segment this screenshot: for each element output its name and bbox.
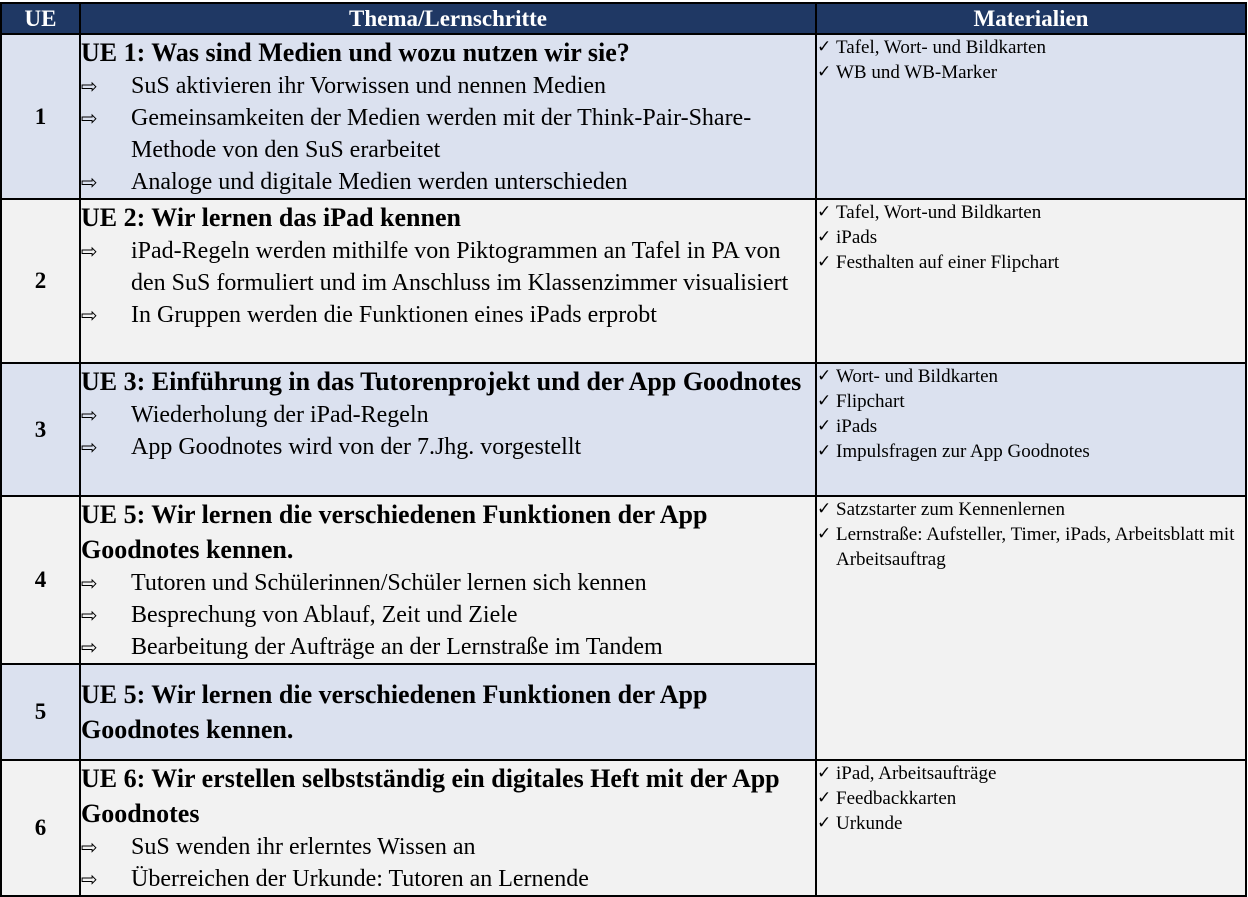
material-text: WB und WB-Marker: [836, 62, 998, 83]
check-icon: ✓: [817, 37, 832, 57]
step-item: [81, 863, 815, 895]
materials-cell: [816, 199, 1246, 363]
step-item: [81, 431, 815, 463]
check-icon: ✓: [817, 202, 832, 222]
thema-cell: [80, 496, 816, 664]
materials-list: [817, 35, 1245, 85]
arrow-icon: ⇨: [81, 603, 98, 627]
materials-cell: [816, 34, 1246, 199]
check-icon: ✓: [817, 391, 832, 411]
step-list: [81, 567, 815, 663]
thema-cell: [80, 664, 816, 760]
thema-cell: [80, 363, 816, 496]
ue-number: 6: [1, 760, 80, 896]
step-item: [81, 70, 815, 102]
material-text: Tafel, Wort- und Bildkarten: [836, 37, 1046, 58]
check-icon: ✓: [817, 813, 832, 833]
arrow-icon: ⇨: [81, 571, 98, 595]
step-item: [81, 299, 815, 331]
check-icon: ✓: [817, 763, 832, 783]
lesson-plan-table: [0, 2, 1247, 897]
thema-cell: [80, 199, 816, 363]
table-row: [1, 199, 1246, 363]
step-text: SuS wenden ihr erlerntes Wissen an: [131, 834, 476, 860]
arrow-icon: ⇨: [81, 74, 98, 98]
check-icon: ✓: [817, 416, 832, 436]
step-text: Bearbeitung der Aufträge an der Lernstraße im Tandem: [131, 634, 663, 660]
material-item: [817, 200, 1245, 225]
arrow-icon: ⇨: [81, 303, 98, 327]
material-item: [817, 35, 1245, 60]
step-text: App Goodnotes wird von der 7.Jhg. vorgestellt: [131, 434, 582, 460]
ue-number: 3: [1, 363, 80, 496]
table-row: [1, 34, 1246, 199]
arrow-icon: ⇨: [81, 106, 98, 130]
header-ue: UE: [1, 3, 80, 34]
check-icon: ✓: [817, 366, 832, 386]
material-text: Urkunde: [836, 813, 903, 834]
ue-title: UE 2: Wir lernen das iPad kennen: [81, 203, 461, 232]
header-row: [1, 3, 1246, 34]
table-row: [1, 363, 1246, 496]
arrow-icon: ⇨: [81, 170, 98, 194]
material-item: [817, 786, 1245, 811]
material-text: Feedbackkarten: [836, 788, 957, 809]
arrow-icon: ⇨: [81, 635, 98, 659]
step-list: [81, 831, 815, 895]
ue-number: 4: [1, 496, 80, 664]
step-list: [81, 399, 815, 463]
check-icon: ✓: [817, 227, 832, 247]
material-text: Tafel, Wort-und Bildkarten: [836, 202, 1042, 223]
header-thema: Thema/Lernschritte: [80, 3, 816, 34]
check-icon: ✓: [817, 524, 832, 544]
arrow-icon: ⇨: [81, 435, 98, 459]
materials-list: [817, 497, 1245, 572]
step-text: Analoge und digitale Medien werden unterschieden: [131, 169, 628, 195]
material-item: [817, 225, 1245, 250]
check-icon: ✓: [817, 499, 832, 519]
ue-title: UE 5: Wir lernen die verschiedenen Funktionen der App Goodnotes kennen.: [81, 680, 708, 744]
material-item: [817, 414, 1245, 439]
step-text: Überreichen der Urkunde: Tutoren an Lernende: [131, 866, 589, 892]
step-item: [81, 567, 815, 599]
check-icon: ✓: [817, 62, 832, 82]
material-text: Wort- und Bildkarten: [836, 366, 999, 387]
materials-cell: [816, 363, 1246, 496]
material-text: iPad, Arbeitsaufträge: [836, 763, 997, 784]
step-item: [81, 235, 815, 299]
materials-cell: [816, 496, 1246, 760]
check-icon: ✓: [817, 441, 832, 461]
material-text: Satzstarter zum Kennenlernen: [836, 499, 1065, 520]
materials-cell: [816, 760, 1246, 896]
step-text: In Gruppen werden die Funktionen eines iPads erprobt: [131, 302, 657, 328]
step-list: [81, 235, 815, 331]
material-item: [817, 364, 1245, 389]
material-item: [817, 761, 1245, 786]
header-materialien: Materialien: [816, 3, 1246, 34]
step-text: iPad-Regeln werden mithilfe von Piktogrammen an Tafel in PA von den SuS formuliert und im Anschluss im Klassenzimmer visualisiert: [131, 238, 789, 296]
check-icon: ✓: [817, 252, 832, 272]
materials-list: [817, 761, 1245, 836]
arrow-icon: ⇨: [81, 239, 98, 263]
material-text: Impulsfragen zur App Goodnotes: [836, 441, 1090, 462]
material-text: Lernstraße: Aufsteller, Timer, iPads, Arbeitsblatt mit Arbeitsauftrag: [836, 524, 1235, 570]
material-item: [817, 522, 1245, 572]
materials-list: [817, 200, 1245, 275]
material-item: [817, 389, 1245, 414]
material-text: Festhalten auf einer Flipchart: [836, 252, 1060, 273]
step-item: [81, 399, 815, 431]
material-item: [817, 811, 1245, 836]
step-text: SuS aktivieren ihr Vorwissen und nennen Medien: [131, 73, 607, 99]
material-item: [817, 497, 1245, 522]
step-item: [81, 631, 815, 663]
material-text: Flipchart: [836, 391, 905, 412]
step-item: [81, 166, 815, 198]
ue-number: 2: [1, 199, 80, 363]
step-list: [81, 70, 815, 198]
table-row: [1, 496, 1246, 664]
materials-list: [817, 364, 1245, 464]
step-text: Wiederholung der iPad-Regeln: [131, 402, 429, 428]
arrow-icon: ⇨: [81, 835, 98, 859]
step-item: [81, 102, 815, 166]
ue-title: UE 6: Wir erstellen selbstständig ein digitales Heft mit der App Goodnotes: [81, 764, 780, 828]
ue-title: UE 5: Wir lernen die verschiedenen Funktionen der App Goodnotes kennen.: [81, 500, 708, 564]
ue-number: 5: [1, 664, 80, 760]
step-text: Gemeinsamkeiten der Medien werden mit der Think-Pair-Share-Methode von den SuS erarbeitet: [131, 105, 752, 163]
step-item: [81, 831, 815, 863]
material-item: [817, 60, 1245, 85]
step-text: Besprechung von Ablauf, Zeit und Ziele: [131, 602, 518, 628]
ue-title: UE 1: Was sind Medien und wozu nutzen wir sie?: [81, 38, 630, 67]
thema-cell: [80, 760, 816, 896]
ue-title: UE 3: Einführung in das Tutorenprojekt und der App Goodnotes: [81, 367, 802, 396]
check-icon: ✓: [817, 788, 832, 808]
table-row: [1, 760, 1246, 896]
material-text: iPads: [836, 227, 878, 248]
ue-number: 1: [1, 34, 80, 199]
step-text: Tutoren und Schülerinnen/Schüler lernen sich kennen: [131, 570, 647, 596]
thema-cell: [80, 34, 816, 199]
material-item: [817, 250, 1245, 275]
arrow-icon: ⇨: [81, 867, 98, 891]
material-text: iPads: [836, 416, 878, 437]
arrow-icon: ⇨: [81, 403, 98, 427]
material-item: [817, 439, 1245, 464]
step-item: [81, 599, 815, 631]
